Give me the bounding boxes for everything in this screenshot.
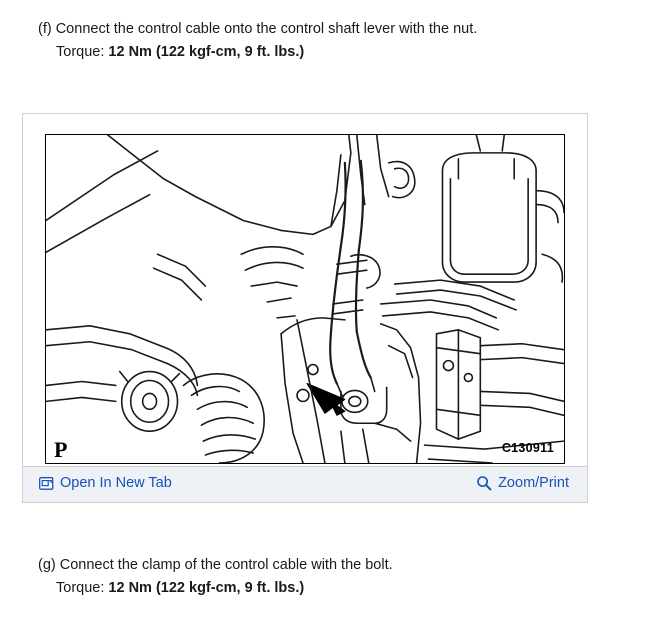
figure-image[interactable] [45, 134, 565, 464]
step-g-torque-value: 12 Nm (122 kgf-cm, 9 ft. lbs.) [108, 579, 305, 596]
step-g-torque [38, 581, 393, 596]
zoom-print-link[interactable] [476, 475, 569, 491]
step-g [38, 558, 393, 595]
step-f-instruction: (f) Connect the control cable onto the control shaft lever with the nut. [38, 21, 478, 37]
magnifier-icon [476, 475, 492, 491]
step-f-torque-value: 12 Nm (122 kgf-cm, 9 ft. lbs.) [108, 43, 305, 60]
new-tab-icon [39, 476, 54, 491]
figure-image-code: C130911 [501, 441, 554, 455]
engine-diagram-illustration [46, 135, 564, 463]
open-in-new-tab-link[interactable] [39, 475, 172, 491]
step-g-instruction: (g) Connect the clamp of the control cable with the bolt. [38, 557, 393, 573]
step-f-torque-label: Torque: [56, 43, 109, 60]
figure-toolbar [23, 466, 587, 502]
open-in-new-tab-label: Open In New Tab [60, 475, 172, 491]
figure-panel [22, 113, 588, 503]
figure-callout-letter: P [54, 437, 68, 462]
step-f [38, 22, 477, 59]
step-f-torque [38, 45, 477, 60]
step-g-torque-label: Torque: [56, 579, 109, 596]
zoom-print-label: Zoom/Print [498, 475, 569, 491]
